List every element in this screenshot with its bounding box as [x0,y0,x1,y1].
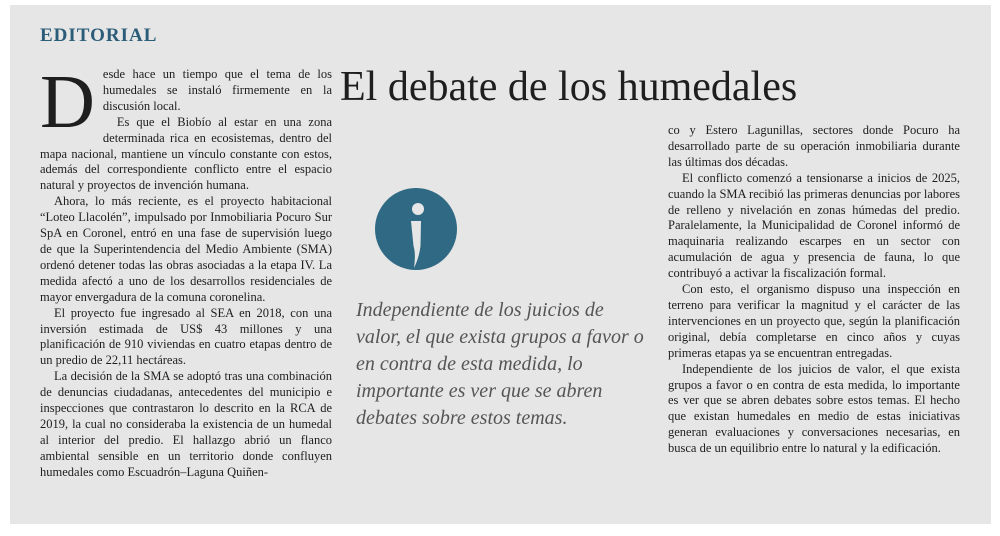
lead-text: esde hace un tiempo que el tema de los humedales se instaló firmemente en la discusión local. [102,67,332,113]
section-label: EDITORIAL [40,25,158,46]
body-paragraph: La decisión de la SMA se adoptó tras una combinación de denuncias ciudadanas, antecedentes del municipio e inspecciones que contrastaron lo descrito en la RCA de 2019, la cual no consideraba la existencia de un humedal al interior del predio. El hallazgo abrió un flanco ambiental sensible en un territorio donde confluyen humedales como Escuadrón–Laguna Quiñen- [40,369,332,479]
body-paragraph: El proyecto fue ingresado al SEA en 2018, con una inversión estimada de US$ 43 millones y una planificación de 910 viviendas en cuatro etapas dentro de un predio de 22,11 hectáreas. [40,305,332,368]
drop-cap: D [40,60,95,144]
body-paragraph: Independiente de los juicios de valor, el que exista grupos a favor o en contra de esta medida, lo importante es ver que se abren debates sobre estos temas. El hecho que existan humedales en medio de estas iniciativas generan evaluaciones y conversaciones necesarias, en busca de un equilibrio entre lo natural y la edificación. [668,361,960,456]
lead-paragraph [40,60,332,144]
body-paragraph: co y Estero Lagunillas, sectores donde Pocuro ha desarrollado parte de su operación inmobiliaria durante las últimas dos décadas. [668,123,960,169]
info-icon [375,188,457,270]
headline: El debate de los humedales [340,64,798,110]
pull-quote: Independiente de los juicios de valor, el que exista grupos a favor o en contra de esta medida, lo importante es ver que se abren debates sobre estos temas. [356,299,644,429]
body-paragraph: Con esto, el organismo dispuso una inspección en terreno para verificar la magnitud y el carácter de las intervenciones en un proyecto que, según la planificación original, debía completarse en cinco años y cuyas primeras etapas ya se encuentran entregadas. [668,282,960,360]
column-left [40,60,332,481]
column-right [668,123,960,457]
body-paragraph: Ahora, lo más reciente, es el proyecto habitacional “Loteo Llacolén”, impulsado por Inmobiliaria Pocuro Sur SpA en Coronel, entró en una fase de supervisión luego de que la Superintendencia del Medio Ambiente (SMA) ordenó detener todas las obras asociadas a la etapa IV. La medida afectó a uno de los desarrollos residenciales de mayor envergadura de la comuna coronelina. [40,194,332,304]
body-paragraph: El conflicto comenzó a tensionarse a inicios de 2025, cuando la SMA recibió las primeras denuncias por labores de relleno y nivelación en zonas húmedas del predio. Paralelamente, la Municipalidad de Coronel informó de maquinaria realizando escarpes en un sector con acumulación de agua y presencia de fauna, lo que contribuyó a activar la fiscalización formal. [668,170,960,281]
body-paragraph: Es que el Biobío al estar en una zona determinada rica en ecosistemas, dentro del mapa nacional, mantiene un vínculo constante con estos, además del correspondiente conflicto entre el espacio natural y proyectos de invención humana. [40,114,332,193]
editorial-page [10,5,991,524]
